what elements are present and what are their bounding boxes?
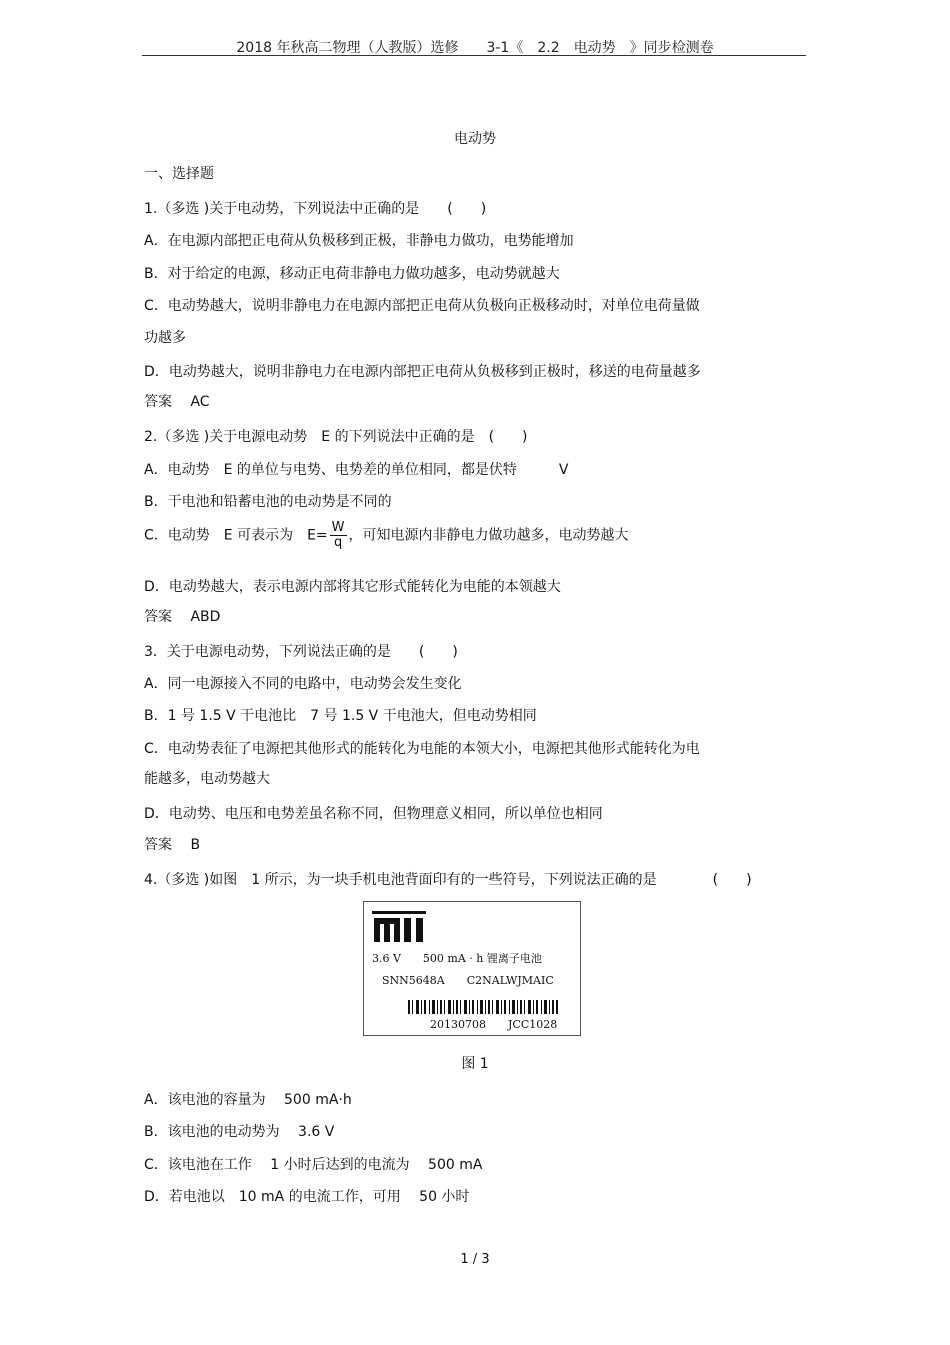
question-4-stem: 4.（多选 )如图 1 所示，为一块手机电池背面印有的一些符号，下列说法正确的是 ( ) [144,872,752,888]
question-1-answer: 答案 AC [144,394,210,410]
question-1-option-d: D．电动势越大，说明非静电力在电源内部把正电荷从负极移到正极时，移送的电荷量越多 [144,364,701,380]
question-3-option-d: D．电动势、电压和电势差虽名称不同，但物理意义相同，所以单位也相同 [144,806,603,822]
barcode-icon [408,1000,558,1014]
question-2-option-c-prefix: C．电动势 E 可表示为 E= [144,527,328,544]
question-3-option-c: C．电动势表征了电源把其他形式的能转化为电能的本领大小，电源把其他形式能转化为电 [144,741,700,757]
question-2-option-c [144,521,629,550]
question-2-option-c-suffix: ，可知电源内非静电力做功越多，电动势越大 [348,527,629,544]
question-1-option-c: C．电动势越大，说明非静电力在电源内部把正电荷从负极向正极移动时，对单位电荷量做 [144,298,700,314]
header-rule [142,55,806,56]
question-3-option-c-cont: 能越多，电动势越大 [144,771,270,787]
question-2-answer: 答案 ABD [144,609,221,625]
fraction-numerator: W [331,520,345,535]
battery-date-line: 20130708 JCC1028 [430,1018,558,1031]
question-2-option-d: D．电动势越大，表示电源内部将其它形式能转化为电能的本领越大 [144,579,561,595]
mi-logo-icon [370,908,428,944]
question-3-option-a: A．同一电源接入不同的电路中，电动势会发生变化 [144,676,462,692]
page-header: 2018 年秋高二物理（人教版）选修 3-1《 2.2 电动势 》同步检测卷 [236,40,714,56]
question-1-option-c-cont: 功越多 [144,330,186,346]
question-2-option-b: B．干电池和铅蓄电池的电动势是不同的 [144,494,392,510]
question-4-option-c: C．该电池在工作 1 小时后达到的电流为 500 mA [144,1157,483,1173]
page-number: 1 / 3 [460,1252,490,1267]
question-1-option-b: B．对于给定的电源，移动正电荷非静电力做功越多，电动势就越大 [144,266,560,282]
figure-caption: 图 1 [461,1056,489,1072]
battery-serial-line: SNN5648A C2NALWJMAIC [382,974,554,987]
question-4-option-a: A．该电池的容量为 500 mA·h [144,1092,352,1108]
question-4-option-b: B．该电池的电动势为 3.6 V [144,1124,335,1140]
fraction-denominator: q [333,535,343,550]
battery-label-figure [363,901,581,1036]
question-1-option-a: A．在电源内部把正电荷从负极移到正极，非静电力做功，电势能增加 [144,233,574,249]
document-title: 电动势 [454,131,496,147]
question-3-answer: 答案 B [144,837,201,853]
battery-spec-line: 3.6 V 500 mA · h 锂离子电池 [372,952,542,965]
formula-fraction [330,521,347,550]
question-2-option-a: A．电动势 E 的单位与电势、电势差的单位相同，都是伏特 V [144,462,569,478]
question-1-stem: 1.（多选 )关于电动势，下列说法中正确的是 ( ) [144,201,487,217]
question-3-option-b: B．1 号 1.5 V 干电池比 7 号 1.5 V 干电池大，但电动势相同 [144,708,537,724]
question-4-option-d: D．若电池以 10 mA 的电流工作，可用 50 小时 [144,1189,470,1205]
question-2-stem: 2.（多选 )关于电源电动势 E 的下列说法中正确的是 ( ) [144,429,528,445]
question-3-stem: 3．关于电源电动势，下列说法正确的是 ( ) [144,644,458,660]
section-heading: 一、选择题 [144,166,214,182]
